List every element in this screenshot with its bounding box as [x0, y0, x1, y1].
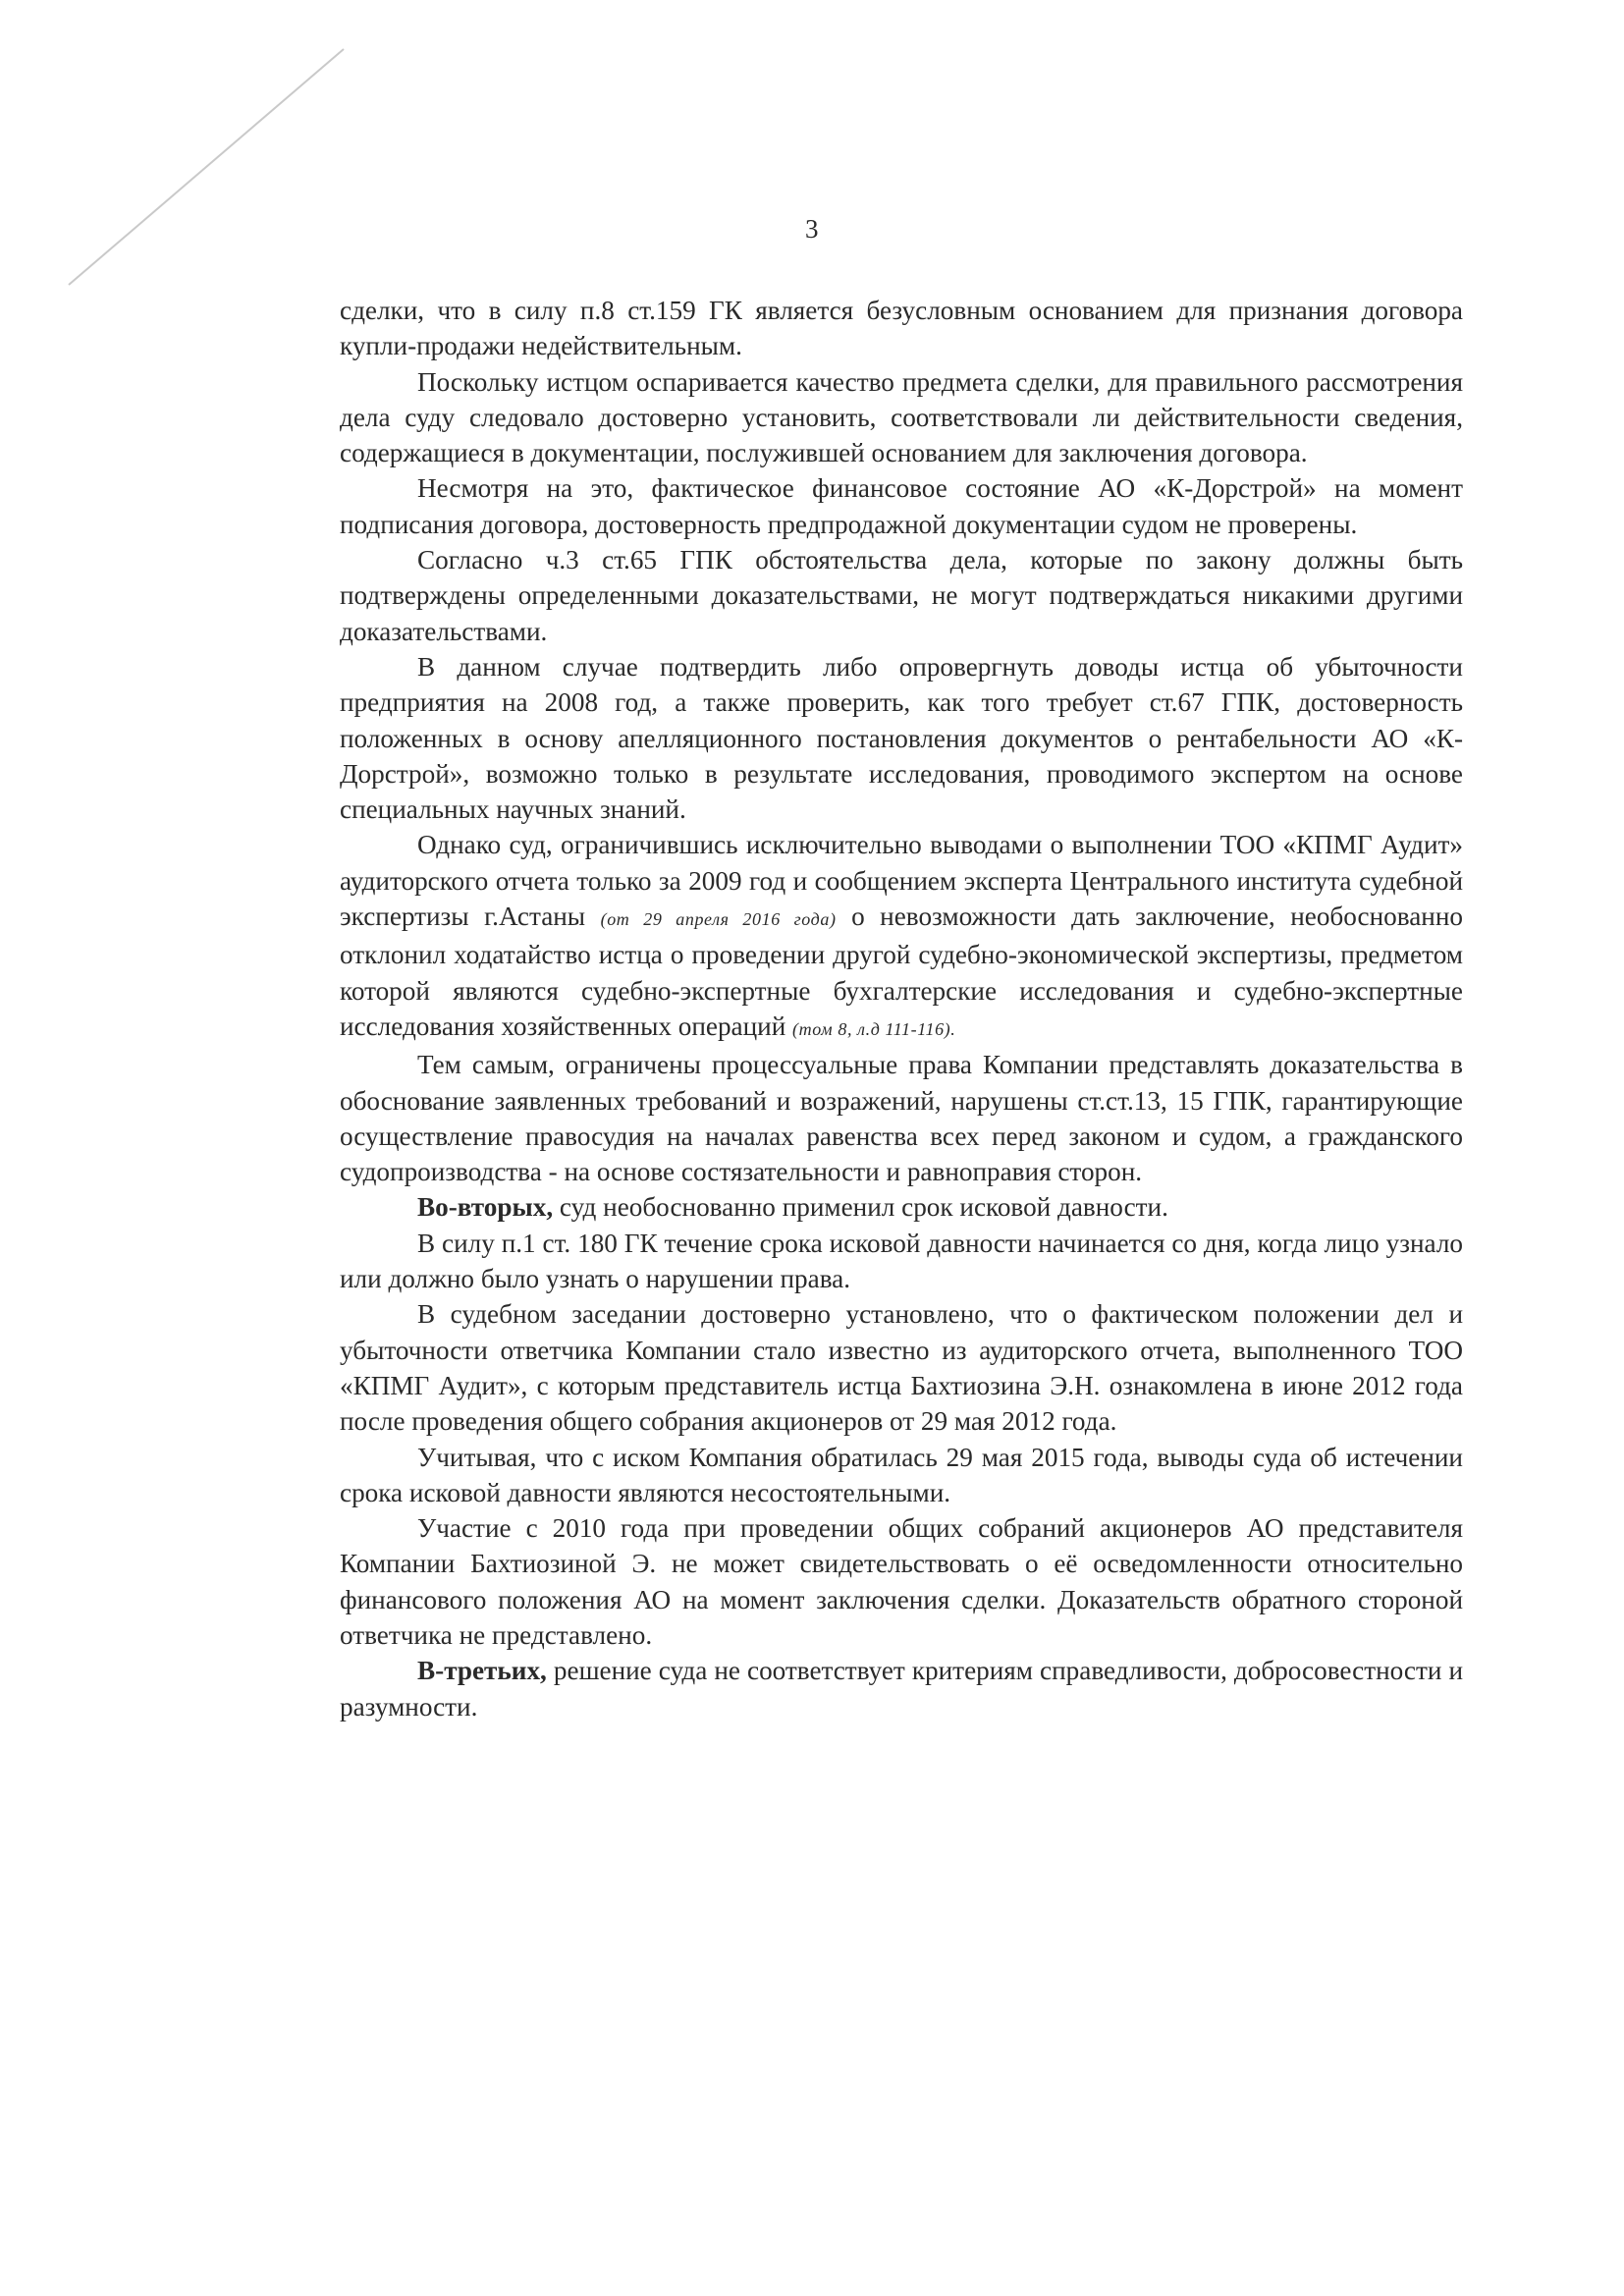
paragraph-2: Поскольку истцом оспаривается качество предмета сделки, для правильного рассмотрения дела суду следовало достоверно установить, соответствовали ли действительности сведения, содержащиеся в документации, послужившей основанием для заключения договора. [340, 366, 1463, 468]
document-body [340, 293, 1463, 1724]
page-number: 3 [805, 214, 819, 244]
paragraph-9: В силу п.1 ст. 180 ГК течение срока исковой давности начинается со дня, когда лицо узнало или должно было узнать о нарушении права. [340, 1228, 1463, 1294]
citation-volume: (том 8, л.д 111-116). [792, 1018, 956, 1039]
paragraph-8-text: суд необоснованно применил срок исковой давности. [553, 1192, 1168, 1223]
paragraph-8 [340, 1189, 1463, 1225]
paragraph-3: Несмотря на это, фактическое финансовое состояние АО «К-Дорстрой» на момент подписания договора, достоверность предпродажной документации судом не проверены. [340, 473, 1463, 539]
paragraph-1: сделки, что в силу п.8 ст.159 ГК является безусловным основанием для признания договора купли-продажи недействительным. [340, 296, 1463, 361]
paragraph-6-part-b: о невозможности дать заключение, необоснованно отклонил ходатайство истца о проведении другой судебно-экономической экспертизы, предметом которой являются судебно-экспертные бухгалтерские исследования и судебно-экспертные исследования хозяйственных операций [340, 902, 1463, 1041]
paragraph-13-text: решение суда не соответствует критериям справедливости, добросовестности и разумности. [340, 1656, 1463, 1722]
paragraph-8-lead: Во-вторых, [417, 1192, 554, 1223]
paragraph-13 [340, 1653, 1463, 1724]
paragraph-7: Тем самым, ограничены процессуальные права Компании представлять доказательства в обоснование заявленных требований и возражений, нарушены ст.ст.13, 15 ГПК, гарантирующие осуществление правосудия на началах равенства всех перед законом и судом, а гражданского судопроизводства - на основе состязательности и равноправия сторон. [340, 1050, 1463, 1187]
paragraph-4: Согласно ч.3 ст.65 ГПК обстоятельства дела, которые по закону должны быть подтверждены определенными доказательствами, не могут подтверждаться никакими другими доказательствами. [340, 545, 1463, 646]
paragraph-10: В судебном заседании достоверно установлено, что о фактическом положении дел и убыточности ответчика Компании стало известно из аудиторского отчета, выполненного ТОО «КПМГ Аудит», с которым представитель истца Бахтиозина Э.Н. ознакомлена в июне 2012 года после проведения общего собрания акционеров от 29 мая 2012 года. [340, 1299, 1463, 1437]
paragraph-6 [340, 827, 1463, 1047]
paragraph-6-part-a: Однако суд, ограничившись исключительно выводами о выполнении ТОО «КПМГ Аудит» аудиторского отчета только за 2009 год и сообщением эксперта Центрального института судебной экспертизы г.Астаны [340, 830, 1463, 932]
paragraph-5: В данном случае подтвердить либо опровергнуть доводы истца об убыточности предприятия на 2008 год, а также проверить, как того требует ст.67 ГПК, достоверность положенных в основу апелляционного постановления документов о рентабельности АО «К-Дорстрой», возможно только в результате исследования, проводимого экспертом на основе специальных научных знаний. [340, 651, 1463, 825]
paragraph-12: Участие с 2010 года при проведении общих собраний акционеров АО представителя Компании Бахтиозиной Э. не может свидетельствовать о её осведомленности относительно финансового положения АО на момент заключения сделки. Доказательств обратного стороной ответчика не представлено. [340, 1513, 1463, 1650]
paragraph-13-lead: В-третьих, [417, 1656, 547, 1686]
paragraph-11: Учитывая, что с иском Компания обратилась 29 мая 2015 года, выводы суда об истечении срока исковой давности являются несостоятельными. [340, 1442, 1463, 1507]
citation-date: (от 29 апреля 2016 года) [600, 909, 837, 930]
scan-artifact-line [59, 39, 353, 295]
